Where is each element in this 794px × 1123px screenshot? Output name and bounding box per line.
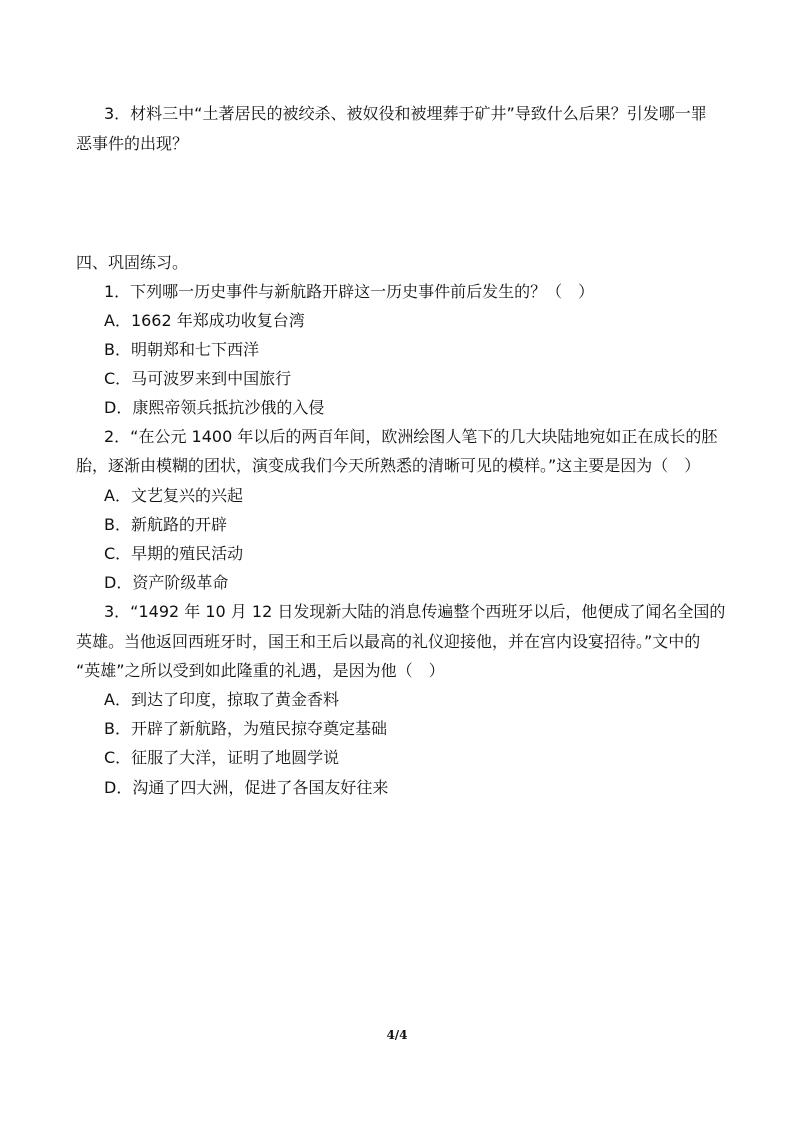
exercise-2-option-d: D．资产阶级革命 xyxy=(104,573,229,592)
exercise-2-stem-line-2: 胎，逐渐由模糊的团状，演变成我们今天所熟悉的清晰可见的模样。”这主要是因为（ ） xyxy=(76,456,701,475)
exercise-3-stem-line-3: “英雄”之所以受到如此隆重的礼遇，是因为他（ ） xyxy=(76,661,445,680)
exercise-1-option-c: C．马可波罗来到中国旅行 xyxy=(104,369,292,388)
exercise-3-option-d: D．沟通了四大洲，促进了各国友好往来 xyxy=(104,778,389,797)
exercise-1-option-b: B．明朝郑和七下西洋 xyxy=(104,340,259,359)
exercise-3-stem-line-1: 3．“1492 年 10 月 12 日发现新大陆的消息传遍整个西班牙以后，他便成了闻名全国的 xyxy=(104,602,726,621)
exercise-1-option-a: A．1662 年郑成功收复台湾 xyxy=(104,311,305,330)
section-4-heading: 四、巩固练习。 xyxy=(76,253,189,272)
exercise-2-option-c: C．早期的殖民活动 xyxy=(104,544,244,563)
exercise-1-stem: 1．下列哪一历史事件与新航路开辟这一历史事件前后发生的？（ ） xyxy=(104,282,595,301)
question-3-line-2: 恶事件的出现？ xyxy=(76,134,189,153)
exercise-3-stem-line-2: 英雄。当他返回西班牙时，国王和王后以最高的礼仪迎接他，并在宫内设宴招待。”文中的 xyxy=(76,632,701,651)
exercise-2-option-b: B．新航路的开辟 xyxy=(104,515,227,534)
page-number: 4/4 xyxy=(386,1028,408,1042)
exercise-2-stem-line-1: 2．“在公元 1400 年以后的两百年间，欧洲绘图人笔下的几大块陆地宛如正在成长的胚 xyxy=(104,427,718,446)
exercise-1-option-d: D．康熙帝领兵抵抗沙俄的入侵 xyxy=(104,398,325,417)
question-3-line-1: 3．材料三中“土著居民的被绞杀、被奴役和被埋葬于矿井”导致什么后果？引发哪一罪 xyxy=(104,104,707,123)
exercise-3-option-a: A．到达了印度，掠取了黄金香料 xyxy=(104,690,339,709)
exercise-3-option-b: B．开辟了新航路，为殖民掠夺奠定基础 xyxy=(104,719,387,738)
exercise-3-option-c: C．征服了大洋，证明了地圆学说 xyxy=(104,748,340,767)
exercise-2-option-a: A．文艺复兴的兴起 xyxy=(104,486,243,505)
